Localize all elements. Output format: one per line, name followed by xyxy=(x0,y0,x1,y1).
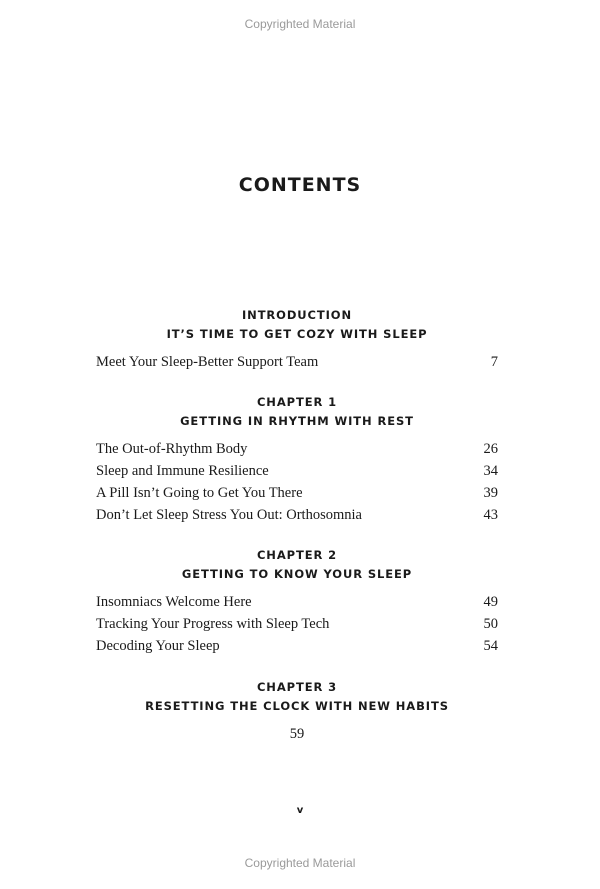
section-heading: RESETTING THE CLOCK WITH NEW HABITS xyxy=(145,698,449,713)
copyright-watermark-top: Copyrighted Material xyxy=(244,17,356,31)
toc-entry[interactable] xyxy=(96,591,498,613)
page-folio: v xyxy=(296,805,304,816)
section-heading: IT’S TIME TO GET COZY WITH SLEEP xyxy=(166,326,428,341)
toc-entry-page: 50 xyxy=(483,616,498,632)
section-heading: GETTING IN RHYTHM WITH REST xyxy=(180,413,414,428)
section-heading: GETTING TO KNOW YOUR SLEEP xyxy=(181,566,413,581)
toc-entry[interactable] xyxy=(96,438,498,460)
toc-section-chapter-2 xyxy=(96,546,498,657)
toc-entry-page: 39 xyxy=(483,485,498,501)
section-label: CHAPTER 2 xyxy=(256,548,338,562)
toc-entry-title: Meet Your Sleep-Better Support Team xyxy=(96,354,319,370)
toc-entry-title: A Pill Isn’t Going to Get You There xyxy=(96,485,303,501)
toc-entry-title: Sleep and Immune Resilience xyxy=(96,463,269,479)
toc-entry-page: 43 xyxy=(483,507,498,523)
toc-section-introduction xyxy=(96,306,498,373)
toc-entry[interactable] xyxy=(96,351,498,373)
toc-entry-page: 49 xyxy=(483,594,498,610)
toc-section-chapter-1 xyxy=(96,393,498,526)
toc-entry-title: Don’t Let Sleep Stress You Out: Orthosomnia xyxy=(96,507,362,523)
page-title: CONTENTS xyxy=(238,174,362,196)
toc-entry-title: Decoding Your Sleep xyxy=(96,638,220,654)
section-label: CHAPTER 1 xyxy=(256,395,338,409)
toc-entry[interactable] xyxy=(96,482,498,504)
toc-entry-title: Tracking Your Progress with Sleep Tech xyxy=(96,616,330,632)
toc-entry[interactable] xyxy=(96,504,498,526)
toc-section-chapter-3 xyxy=(96,678,498,745)
toc-entry[interactable] xyxy=(96,635,498,657)
toc-entry-page: 26 xyxy=(483,441,498,457)
toc-entry-page: 34 xyxy=(483,463,498,479)
toc-entry[interactable] xyxy=(96,460,498,482)
toc-entry-title: The Out-of-Rhythm Body xyxy=(96,441,248,457)
toc-entry-title: Insomniacs Welcome Here xyxy=(96,594,252,610)
toc-entry-page[interactable]: 59 xyxy=(289,726,305,742)
toc-entry[interactable] xyxy=(96,613,498,635)
toc-entry-page: 7 xyxy=(490,354,498,370)
section-label: INTRODUCTION xyxy=(241,308,353,322)
section-label: CHAPTER 3 xyxy=(256,680,338,694)
toc-entry-page: 54 xyxy=(483,638,498,654)
copyright-watermark-bottom: Copyrighted Material xyxy=(244,856,356,870)
